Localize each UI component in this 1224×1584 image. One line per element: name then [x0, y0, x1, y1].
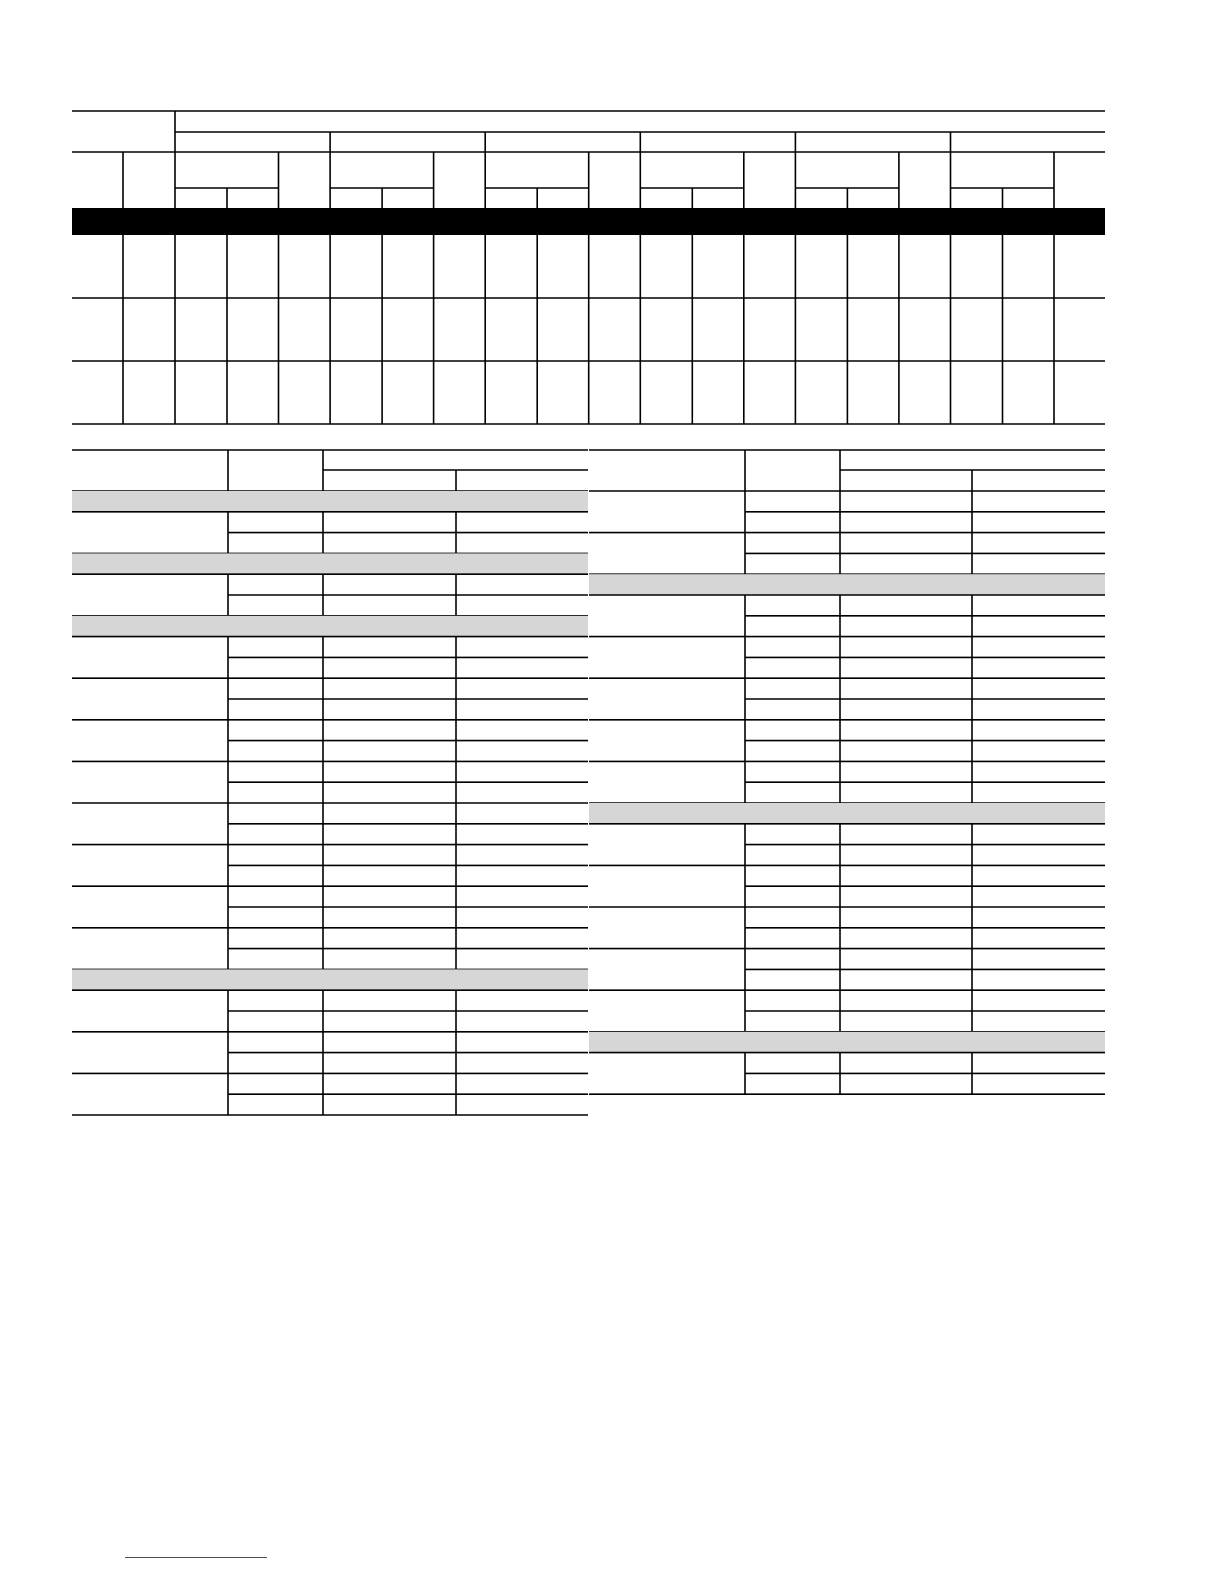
section-band-13: [72, 969, 588, 990]
upper-table: [72, 111, 1105, 424]
section-band-2: [72, 553, 588, 574]
section-band-4: [72, 616, 588, 637]
lower-table-left: [72, 450, 588, 1115]
lower-table-right: [589, 450, 1105, 1094]
section-band-8: [589, 803, 1105, 824]
section-band-14: [589, 1032, 1105, 1053]
section-band-2: [589, 574, 1105, 595]
section-band-0: [72, 491, 588, 512]
footer-link-underline[interactable]: [125, 1557, 267, 1558]
